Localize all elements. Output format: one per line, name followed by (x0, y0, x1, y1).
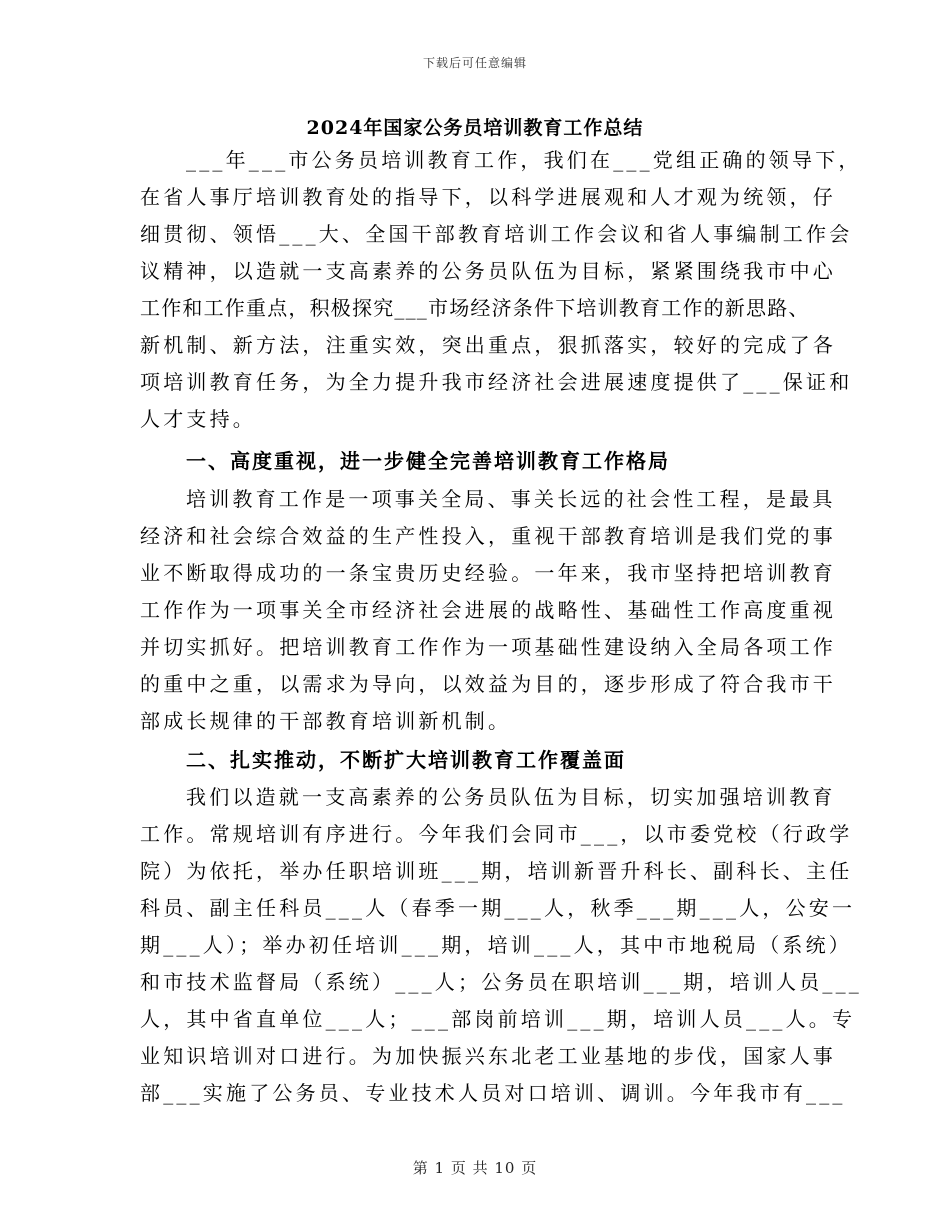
body-line: 业知识培训对口进行。为加快振兴东北老工业基地的步伐，国家人事 (140, 1044, 836, 1068)
body-line: 工作和工作重点，积极探究___市场经济条件下培训教育工作的新思路、 (140, 296, 810, 320)
body-line: 部___实施了公务员、专业技术人员对口培训、调训。今年我市有___ (140, 1081, 846, 1105)
body-line: ___年___市公务员培训教育工作，我们在___党组正确的领导下， (186, 148, 862, 172)
page-footer: 第 1 页 共 10 页 (412, 1159, 538, 1177)
body-line: 部成长规律的干部教育培训新机制。 (140, 709, 512, 733)
body-line: 期___人）；举办初任培训___期，培训___人，其中市地税局（系统） (140, 933, 852, 957)
body-line: 人，其中省直单位___人；___部岗前培训___期，培训人员___人。专 (140, 1007, 856, 1031)
section-heading-2: 二、扎实推动，不断扩大培训教育工作覆盖面 (186, 748, 626, 772)
section-heading-1: 一、高度重视，进一步健全完善培训教育工作格局 (186, 449, 670, 473)
document-title: 2024年国家公务员培训教育工作总结 (306, 117, 644, 139)
body-line: 科员、副主任科员___人（春季一期___人，秋季___期___人，公安一 (140, 896, 856, 920)
body-line: 细贯彻、领悟___大、全国干部教育培训工作会议和省人事编制工作会 (140, 222, 853, 246)
body-line: 业不断取得成功的一条宝贵历史经验。一年来，我市坚持把培训教育 (140, 561, 836, 585)
body-line: 的重中之重，以需求为导向，以效益为目的，逐步形成了符合我市干 (140, 672, 836, 696)
body-line: 我们以造就一支高素养的公务员队伍为目标，切实加强培训教育 (186, 785, 836, 809)
body-line: 工作作为一项事关全市经济社会进展的战略性、基础性工作高度重视 (140, 598, 836, 622)
body-line: 新机制、新方法，注重实效，突出重点，狠抓落实，较好的完成了各 (140, 333, 836, 357)
body-line: 和市技术监督局（系统）___人；公务员在职培训___期，培训人员___ (140, 970, 862, 994)
body-line: 在省人事厅培训教育处的指导下，以科学进展观和人才观为统领，仔 (140, 185, 836, 209)
body-line: 人才支持。 (140, 407, 256, 431)
body-line: 工作。常规培训有序进行。今年我们会同市___，以市委党校（行政学 (140, 822, 853, 846)
body-line: 并切实抓好。把培训教育工作作为一项基础性建设纳入全局各项工作 (140, 635, 836, 659)
body-line: 项培训教育任务，为全力提升我市经济社会进展速度提供了___保证和 (140, 370, 853, 394)
header-note: 下载后可任意编辑 (422, 56, 527, 70)
body-line: 院）为依托，举办任职培训班___期，培训新晋升科长、副科长、主任 (140, 859, 853, 883)
body-line: 培训教育工作是一项事关全局、事关长远的社会性工程，是最具 (186, 487, 836, 511)
body-line: 经济和社会综合效益的生产性投入，重视干部教育培训是我们党的事 (140, 524, 836, 548)
body-line: 议精神，以造就一支高素养的公务员队伍为目标，紧紧围绕我市中心 (140, 259, 836, 283)
